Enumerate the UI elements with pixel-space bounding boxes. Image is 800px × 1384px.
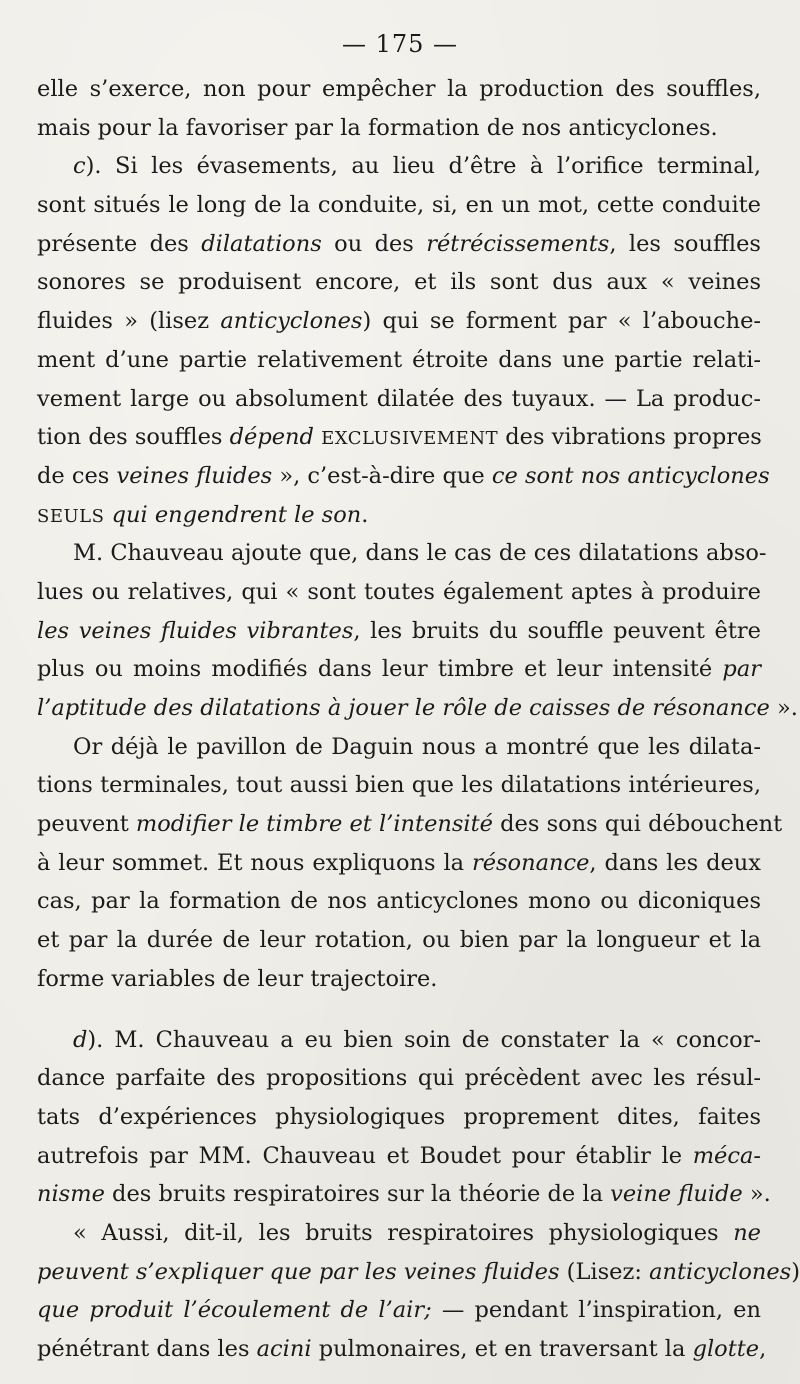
text-run: ) <box>791 1258 800 1285</box>
text-line <box>37 960 761 999</box>
text-line <box>37 225 761 264</box>
italic-text: acini <box>256 1336 312 1362</box>
italic-text: modifier le timbre et l’intensité <box>135 811 493 838</box>
text-line <box>37 109 761 148</box>
text-line <box>37 612 761 651</box>
text-line <box>37 1175 771 1214</box>
text-run: M. Chauveau ajoute que, dans le cas de ces dilatations abso- <box>73 540 767 567</box>
text-line <box>37 263 761 302</box>
italic-text: résonance <box>471 849 590 876</box>
text-line <box>37 147 761 186</box>
text-run: ). M. Chauveau a eu bien soin de constater la « concor- <box>87 1026 761 1053</box>
text-run: ment d’une partie relativement étroite dans une partie relati- <box>37 346 761 373</box>
text-run: des bruits respiratoires sur la théorie de la <box>104 1181 611 1208</box>
text-run: des vibrations propres <box>498 424 762 451</box>
italic-text: ce sont nos anticyclones <box>491 462 770 489</box>
text-run: « Aussi, dit-il, les bruits respiratoires physiologiques <box>73 1219 734 1246</box>
paragraph <box>37 1021 771 1214</box>
text-run: tats d’expériences physiologiques proprement dites, faites <box>37 1103 761 1130</box>
text-line <box>37 1059 761 1098</box>
text-run: des sons qui débouchent <box>493 811 783 838</box>
text-run: . <box>361 501 369 528</box>
italic-text: peuvent s’expliquer que par les veines fluides <box>37 1258 560 1285</box>
text-line <box>37 70 761 109</box>
text-line <box>37 418 761 457</box>
text-line <box>37 534 767 573</box>
text-run: elle s’exerce, non pour empêcher la production des souffles, <box>37 76 761 102</box>
text-run: ». <box>769 695 798 721</box>
text-run: , dans les deux <box>589 849 761 876</box>
text-run: sonores se produisent encore, et ils sont dus aux « veines <box>37 269 761 296</box>
text-line <box>37 302 761 341</box>
text-line <box>37 728 761 767</box>
text-run: sont situés le long de la conduite, si, en un mot, cette conduite <box>37 192 761 219</box>
text-run: mais pour la favoriser par la formation de nos anticyclones. <box>37 114 718 141</box>
paragraph <box>37 1214 800 1369</box>
text-line <box>37 186 761 225</box>
text-line <box>37 1291 761 1330</box>
text-line <box>37 573 761 612</box>
text-run: ». <box>742 1181 771 1208</box>
italic-text: dilatations <box>201 230 322 257</box>
italic-text: c <box>73 153 86 180</box>
text-run: présente des <box>37 230 202 257</box>
italic-text: rétrécissements <box>426 230 610 257</box>
text-run: dance parfaite des propositions qui précèdent avec les résul- <box>37 1065 761 1092</box>
text-run: tions terminales, tout aussi bien que les dilatations intérieures, <box>37 772 761 799</box>
text-line <box>37 844 761 883</box>
italic-text: les veines fluides vibrantes <box>37 617 354 644</box>
text-line <box>37 650 761 689</box>
text-run: peuvent <box>37 811 136 838</box>
paragraph <box>37 147 770 534</box>
body-text <box>37 70 800 1369</box>
italic-text: méca- <box>692 1142 761 1169</box>
italic-text: dépend <box>229 424 314 451</box>
text-run: vement large ou absolument dilatée des tuyaux. — La produc- <box>37 385 761 412</box>
italic-text: l’aptitude des dilatations à jouer le rôle de caisses de résonance <box>37 695 770 721</box>
text-run: tion des souffles <box>37 424 230 451</box>
text-line <box>37 1098 761 1137</box>
paragraph <box>37 70 761 147</box>
text-run: ou des <box>321 230 427 257</box>
text-run: (Lisez: <box>559 1258 650 1285</box>
text-line <box>37 1021 761 1060</box>
text-run: Or déjà le pavillon de Daguin nous a montré que les dilata- <box>73 733 761 760</box>
text-run: plus ou moins modifiés dans leur timbre et leur intensité <box>37 656 723 683</box>
text-run: », c’est-à-dire que <box>272 462 492 489</box>
italic-text: d <box>73 1026 88 1053</box>
text-run: ) qui se forment par « l’abouche- <box>362 308 761 335</box>
text-run: pénétrant dans les <box>37 1336 257 1362</box>
italic-text: veine fluide <box>610 1181 743 1208</box>
text-line <box>37 1253 800 1292</box>
text-line <box>37 341 761 380</box>
text-line <box>37 689 798 728</box>
italic-text: nisme <box>37 1181 105 1208</box>
italic-text: veines fluides <box>116 462 273 489</box>
text-run: ). Si les évasements, au lieu d’être à l’orifice terminal, <box>85 153 761 180</box>
small-caps-text: EXCLUSIVEMENT <box>321 428 499 450</box>
text-line <box>37 380 761 419</box>
paragraph <box>37 534 798 727</box>
text-run: forme variables de leur trajectoire. <box>37 965 438 992</box>
text-run: fluides » (lisez <box>37 308 221 335</box>
text-line <box>37 766 761 805</box>
text-run: à leur sommet. Et nous expliquons la <box>37 849 472 876</box>
text-run: cas, par la formation de nos anticyclones mono ou diconiques <box>37 888 761 915</box>
text-line <box>37 457 770 496</box>
text-line <box>37 1330 767 1369</box>
text-line <box>37 1214 761 1253</box>
text-run: , les souffles <box>609 230 761 257</box>
text-run: , <box>759 1336 767 1362</box>
text-line <box>37 496 761 535</box>
text-run: autrefois par MM. Chauveau et Boudet pour établir le <box>37 1142 693 1169</box>
text-line <box>37 805 783 844</box>
italic-text: anticyclones <box>220 308 363 335</box>
text-line <box>37 1137 761 1176</box>
paragraph <box>37 728 783 999</box>
text-run <box>104 502 111 528</box>
paragraph-gap <box>37 999 761 1021</box>
italic-text: glotte <box>692 1336 760 1362</box>
text-run: , les bruits du souffle peuvent être <box>353 617 761 644</box>
text-run: de ces <box>37 462 117 489</box>
text-line <box>37 882 761 921</box>
italic-text: ne <box>733 1219 761 1246</box>
text-run: lues ou relatives, qui « sont toutes également aptes à produire <box>37 578 761 605</box>
text-run: et par la durée de leur rotation, ou bien par la longueur et la <box>37 927 761 954</box>
italic-text: par <box>722 656 761 683</box>
italic-text: qui engendrent le son <box>111 501 362 528</box>
text-line <box>37 921 761 960</box>
page-number: — 175 — <box>341 30 459 58</box>
text-run: — pendant l’inspiration, en <box>431 1297 761 1324</box>
text-run: pulmonaires, et en traversant la <box>311 1336 693 1362</box>
italic-text: anticyclones <box>649 1258 792 1285</box>
small-caps-text: SEULS <box>37 505 105 527</box>
italic-text: que produit l’écoulement de l’air; <box>37 1297 432 1324</box>
